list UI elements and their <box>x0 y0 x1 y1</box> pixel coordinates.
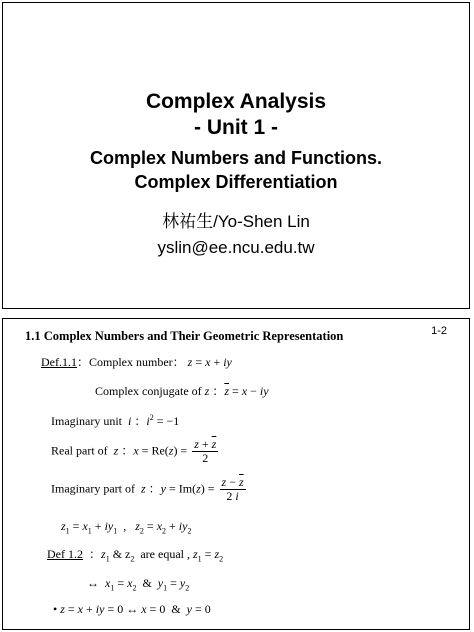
real-part-row: Real part of z ：x = Re(z) = $\frac{z + \overline{z}}{2}$ <box>51 437 217 465</box>
author-name <box>3 210 469 234</box>
title-line-2: - Unit 1 - <box>194 116 278 139</box>
formula-imag-part: $\frac{z - \overline{z}}{2 i}$ <box>221 475 244 503</box>
formula-imag-unit: i <box>146 414 150 428</box>
real-part-label: Real part of <box>51 443 108 458</box>
imag-part-label: Imaginary part of <box>51 481 135 496</box>
bullet-icon: • <box>53 602 58 616</box>
formula-conjugate: $\overline{z}$ <box>224 384 229 398</box>
author-cjk: 林祐生 <box>162 212 214 232</box>
def-1-2-label: Def 1.2 <box>47 547 83 561</box>
z1-z2-row: $z_1 = x_1 + iy_1$ , $z_2 = x_2 + iy_2$ <box>61 519 192 536</box>
imag-unit-row: Imaginary unit i ：$i^2 = -1$ <box>51 413 180 428</box>
imag-part-row: Imaginary part of z ：y = Im(z) = $\frac{z - \overline{z}}{2 i}$ <box>51 475 244 503</box>
complex-number-label: ：Complex number： <box>77 355 185 369</box>
conjugate-label: Complex conjugate of <box>95 384 202 398</box>
page-number: 1-2 <box>431 325 447 337</box>
zero-condition-row: • z = x + iy = 0 ↔ x = 0 & y = 0 <box>53 602 211 616</box>
title-line-1: Complex Analysis <box>145 90 327 113</box>
section-title: 1.1 Complex Numbers and Their Geometric Representation <box>25 329 344 343</box>
author-latin: /Yo-Shen Lin <box>213 212 310 231</box>
slide-subtitle <box>3 146 469 194</box>
author-email: yslin@ee.ncu.edu.tw <box>157 238 315 257</box>
def-1-1-row: Def.1.1：Complex number： z = x + iy <box>41 355 232 369</box>
equal-text: are equal , <box>140 547 190 561</box>
def-1-1-label: Def.1.1 <box>41 355 77 369</box>
def-1-2-row: Def 1.2 ：$z_1$ & $z_2$ are equal , $z_1 = z_2$ <box>47 547 224 564</box>
subtitle-line-2: Complex Differentiation <box>134 172 338 192</box>
conjugate-row: Complex conjugate of z ：$\overline{z} = x$ − iy <box>95 384 269 398</box>
title-slide <box>2 2 470 309</box>
formula-complex-number: z <box>187 355 193 369</box>
equivalence-row: ↔ $x_1 = x_2$ & $y_1 = y_2$ <box>87 576 190 593</box>
formula-real-part: $\frac{z + \overline{z}}{2}$ <box>194 437 217 465</box>
imag-unit-label: Imaginary unit <box>51 414 122 428</box>
subtitle-line-1: Complex Numbers and Functions. <box>89 148 383 168</box>
content-slide <box>2 318 470 630</box>
slide-title <box>3 89 469 141</box>
